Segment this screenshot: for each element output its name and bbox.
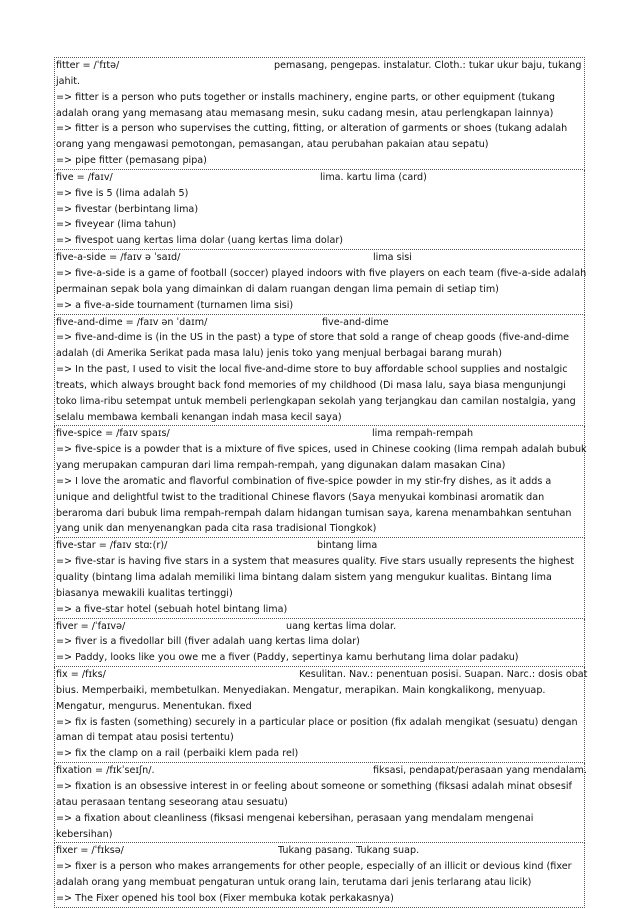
entry-line: => fivespot uang kertas lima dolar (uang kertas lima dolar) (56, 235, 344, 247)
entry-line: => fitter is a person who puts together or installs machinery, engine parts, or other equipment (tukang (56, 91, 555, 103)
short-meaning: Kesulitan. Nav.: penentuan posisi. Suapan. Narc.: dosis obat (299, 669, 588, 681)
entry-headline (56, 58, 584, 74)
entry-fixation (54, 763, 585, 843)
entry-five-spice (54, 426, 585, 538)
entry-line: => a five-star hotel (sebuah hotel bintang lima) (56, 603, 288, 615)
entry-line: => five-spice is a powder that is a mixture of five spices, used in Chinese cooking (lima rempah adalah bubuk (56, 444, 587, 456)
entry-fitter (54, 57, 585, 170)
entry-headline (56, 250, 584, 266)
entry-line: bius. Memperbaiki, membetulkan. Menyediakan. Mengatur, merapikan. Main kongkalikong, menyuap. (56, 684, 546, 696)
entry-line: toko lima-ribu setempat untuk membeli perlengkapan sekolah yang terjangkau dan camilan nostalgia, yang (56, 395, 576, 407)
entry-line: permainan sepak bola yang dimainkan di dalam ruangan dengan lima pemain di setiap tim) (56, 283, 499, 295)
short-meaning: lima. kartu lima (card) (320, 171, 427, 183)
entry-line: => fixer is a person who makes arrangements for other people, especially of an illicit or devious kind (fixer (56, 861, 572, 873)
entry-headline (56, 315, 584, 331)
entry-five (54, 170, 585, 250)
entry-line: kebersihan) (56, 828, 113, 840)
headword-pronunciation: five-a-side = /faɪv ə ˈsaɪd/ (56, 252, 181, 264)
entry-line: adalah (di Amerika Serikat pada masa lalu) jenis toko yang menjual berbagai barang murah) (56, 348, 502, 360)
entry-headline (56, 538, 584, 554)
entry-line: => fiver is a fivedollar bill (fiver adalah uang kertas lima dolar) (56, 636, 360, 648)
entry-line: adalah orang yang memasang atau memasang mesin, suku cadang mesin, atau perlengkapan lainnya) (56, 107, 554, 119)
entry-line: => five is 5 (lima adalah 5) (56, 187, 189, 199)
short-meaning: five-and-dime (322, 316, 389, 328)
entry-line: => pipe fitter (pemasang pipa) (56, 155, 207, 167)
entry-line: Mengatur, mengurus. Menentukan. fixed (56, 700, 252, 712)
entry-five-star (54, 538, 585, 618)
entry-headline (56, 170, 584, 186)
entry-five-a-side (54, 250, 585, 314)
entry-fix (54, 667, 588, 763)
entry-line: yang unik dan menyenangkan pada cita rasa tradisional Tiongkok) (56, 523, 377, 535)
headword-pronunciation: fix = /fɪks/ (56, 669, 106, 681)
entry-line: => fivestar (berbintang lima) (56, 203, 199, 215)
short-meaning: uang kertas lima dolar. (286, 620, 397, 632)
entry-headline (56, 426, 584, 442)
entry-line: orang yang mengawasi pemotongan, pemasangan, atau perubahan pakaian atau sepatu) (56, 139, 489, 151)
entry-line: yang merupakan campuran dari lima rempah-rempah, yang digunakan dalam masakan Cina) (56, 460, 506, 472)
entry-line: => five-and-dime is (in the US in the past) a type of store that sold a range of cheap goods (five-and-dime (56, 332, 570, 344)
short-meaning: pemasang, pengepas. instalatur. Cloth.: tukar ukur baju, tukang (274, 60, 582, 71)
entry-line: selalu membawa kembali kenangan indah masa kecil saya) (56, 411, 342, 423)
short-meaning: lima rempah-rempah (372, 428, 474, 440)
entry-line: => fitter is a person who supervises the cutting, fitting, or alteration of garments or shoes (tukang adalah (56, 123, 568, 135)
entry-line: => fix the clamp on a rail (perbaiki klem pada rel) (56, 748, 299, 760)
headword-pronunciation: five-star = /faɪv stɑː(r)/ (56, 540, 168, 552)
headword-pronunciation: five-and-dime = /faɪv ən ˈdaɪm/ (56, 316, 208, 328)
headword-pronunciation: fitter = /ˈfɪtə/ (56, 60, 120, 71)
short-meaning: bintang lima (317, 540, 378, 552)
entry-line: biasanya mewakili kualitas tertinggi) (56, 587, 233, 599)
entry-line: aman di tempat atau posisi tertentu) (56, 732, 234, 744)
entry-line: => In the past, I used to visit the local five-and-dime store to buy affordable school supplies and nostalgic (56, 364, 568, 376)
entry-headline (56, 763, 587, 779)
entry-line: => five-star is having five stars in a system that measures quality. Five stars usually represents the highest (56, 556, 575, 568)
headword-pronunciation: fixer = /ˈfɪksə/ (56, 845, 124, 857)
short-meaning: fiksasi, pendapat/perasaan yang mendalam. (373, 765, 587, 777)
entry-line: unique and delightful twist to the traditional Chinese flavors (Saya menyukai kombinasi aromatik dan (56, 491, 545, 503)
entry-headline (56, 667, 588, 683)
entry-fixer (54, 843, 585, 907)
headword-pronunciation: fixation = /fɪkˈseɪʃn/. (56, 765, 155, 777)
entry-line: => a five-a-side tournament (turnamen lima sisi) (56, 299, 294, 311)
entry-line: quality (bintang lima adalah memiliki lima bintang dalam sistem yang mengukur kualitas. Bintang lima (56, 572, 552, 583)
entry-fiver (54, 619, 585, 668)
entry-line: treats, which always brought back fond memories of my childhood (Di masa lalu, saya biasa mengunjungi (56, 379, 566, 391)
headword-pronunciation: fiver = /ˈfaɪvə/ (56, 620, 126, 632)
entry-line: adalah orang yang membuat pengaturan untuk orang lain, terutama dari jenis terlarang atau licik) (56, 877, 532, 889)
entry-line: => fiveyear (lima tahun) (56, 219, 177, 231)
short-meaning: Tukang pasang. Tukang suap. (278, 845, 420, 857)
headword-pronunciation: five = /faɪv/ (56, 171, 113, 183)
entry-line: atau perasaan tentang seseorang atau sesuatu) (56, 796, 288, 808)
entry-line: beraroma dari bubuk lima rempah-rempah dalam hidangan tumisan saya, karena menambahkan sentuhan (56, 507, 572, 519)
entry-headline (56, 619, 584, 635)
entry-headline (56, 843, 584, 859)
entry-line: => I love the aromatic and flavorful combination of five-spice powder in my stir-fry dishes, as it adds a (56, 475, 552, 487)
entry-line: => five-a-side is a game of football (soccer) played indoors with five players on each team (five-a-side adalah (56, 267, 587, 279)
entry-line: => a fixation about cleanliness (fiksasi mengenai kebersihan, perasaan yang mendalam mengenai (56, 812, 534, 824)
headword-pronunciation: five-spice = /faɪv spaɪs/ (56, 428, 170, 440)
entry-line: => The Fixer opened his tool box (Fixer membuka kotak perkakasnya) (56, 892, 394, 904)
entry-line: => fix is fasten (something) securely in a particular place or position (fix adalah mengikat (sesuatu) dengan (56, 716, 578, 728)
dictionary-page (54, 57, 588, 908)
entry-line: => Paddy, looks like you owe me a fiver (Paddy, sepertinya kamu berhutang lima dolar padaku) (56, 652, 519, 664)
entry-line: => fixation is an obsessive interest in or feeling about someone or something (fiksasi adalah minat obsesif (56, 780, 572, 792)
entry-line: jahit. (56, 75, 81, 87)
entry-five-and-dime (54, 315, 585, 427)
short-meaning: lima sisi (373, 252, 412, 264)
